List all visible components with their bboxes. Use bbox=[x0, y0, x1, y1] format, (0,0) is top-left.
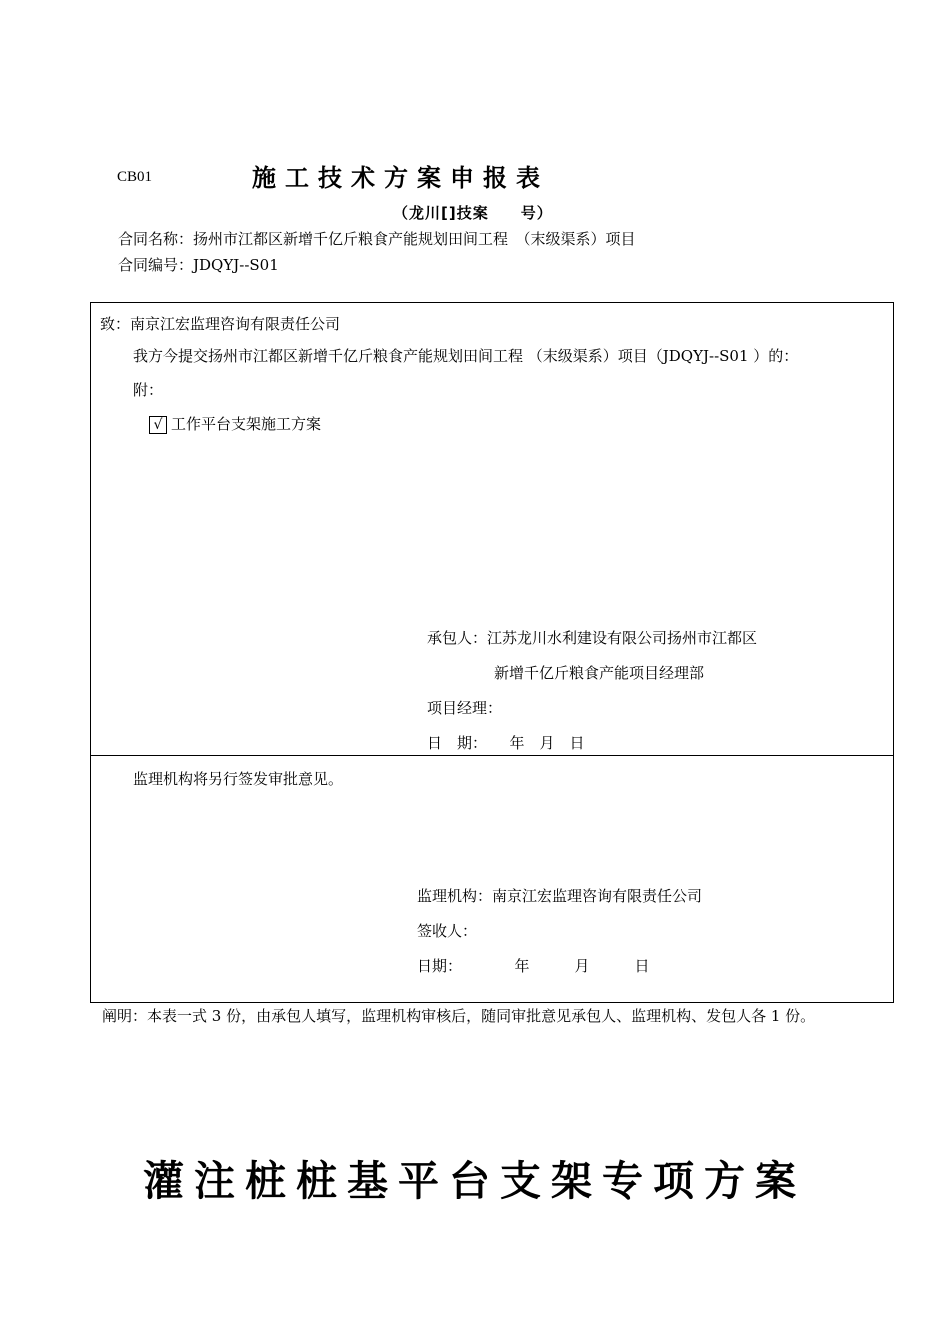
attachment-item bbox=[149, 413, 321, 434]
project-manager-label: 项目经理： bbox=[427, 699, 503, 717]
contractor-line1: 承包人：江苏龙川水利建设有限公司扬州市江都区 bbox=[427, 629, 758, 647]
submission-date: 日 期： 年 月 日 bbox=[427, 734, 585, 752]
attachment-label: 附： bbox=[133, 381, 164, 399]
supervision-opinion: 监理机构将另行签发审批意见。 bbox=[133, 770, 344, 788]
form-title: 施工技术方案申报表 bbox=[252, 164, 549, 192]
attachment-name: 工作平台支架施工方案 bbox=[171, 415, 322, 433]
contractor-line2: 新增千亿斤粮食产能项目经理部 bbox=[494, 664, 705, 682]
addressee: 致：南京江宏监理咨询有限责任公司 bbox=[100, 315, 341, 333]
supervision-org: 监理机构：南京江宏监理咨询有限责任公司 bbox=[417, 887, 703, 905]
reference-number: （龙川[]技案 号） bbox=[393, 204, 553, 222]
contract-number: 合同编号：JDQYJ--S01 bbox=[118, 256, 279, 274]
document-title: 灌注桩桩基平台支架专项方案 bbox=[143, 1157, 806, 1205]
checkbox-checked-icon: √ bbox=[149, 416, 167, 434]
form-code: CB01 bbox=[117, 169, 153, 185]
submission-section bbox=[90, 302, 894, 756]
receiver-label: 签收人： bbox=[417, 922, 478, 940]
supervision-date: 日期： 年 月 日 bbox=[417, 957, 650, 975]
form-note: 阐明：本表一式 3 份，由承包人填写，监理机构审核后，随同审批意见承包人、监理机构、发包人各 1 份。 bbox=[102, 1007, 816, 1025]
contract-name: 合同名称：扬州市江都区新增千亿斤粮食产能规划田间工程 （末级渠系）项目 bbox=[118, 230, 636, 248]
submission-text: 我方今提交扬州市江都区新增千亿斤粮食产能规划田间工程 （末级渠系）项目（JDQYJ--S01 ）的： bbox=[133, 347, 799, 365]
